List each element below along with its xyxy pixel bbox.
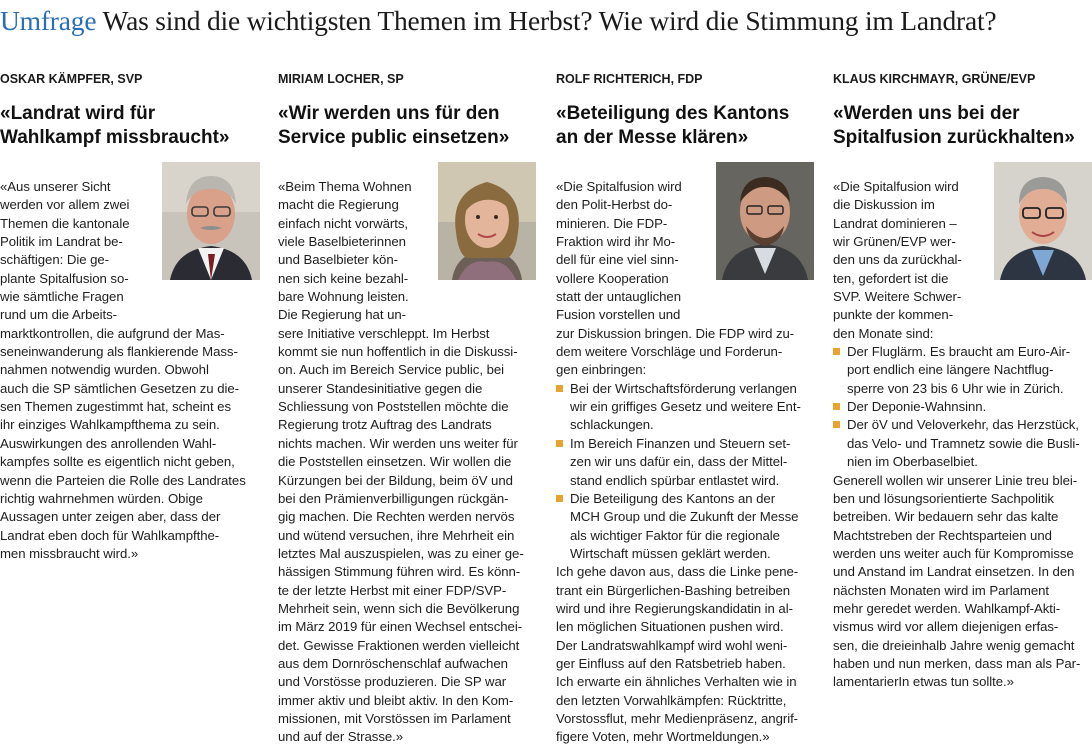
bullet-text: Wirtschaft müssen geklärt werden. — [570, 545, 771, 561]
bullet-text: das Velo- und Tramnetz sowie die Busli- — [847, 435, 1080, 451]
author-name: ROLF RICHTERICH, FDP — [556, 72, 703, 86]
quote-line: «Landrat wird für — [0, 103, 156, 124]
body-line: und auf der Strasse.» — [278, 729, 404, 745]
body-line: immer aktiv und bleibt aktiv. In den Kom- — [278, 692, 514, 708]
body-line: ihr einziges Wahlkampfthema zu sein. — [0, 417, 220, 433]
bullet-line — [556, 416, 818, 434]
body-line: hässigen Stimmung führen wird. Es könn- — [278, 564, 521, 580]
body-line: figere Voten, mehr Wortmeldungen.» — [556, 729, 770, 745]
body-line: vollere Kooperation — [556, 270, 669, 286]
bullet-line — [556, 508, 818, 526]
quote-line: an der Messe klären» — [556, 127, 749, 148]
body-line: wie sämtliche Fragen — [0, 289, 124, 305]
body-line: «Die Spitalfusion wird — [833, 179, 959, 194]
body-line: mehr geredet werden. Wahlkampf-Akti- — [833, 600, 1061, 616]
body-outro — [833, 472, 1092, 692]
body-line: sere Initiative verschleppt. Im Herbst — [278, 325, 490, 341]
bullet-line — [556, 435, 818, 453]
body-line: rund um die Arbeits- — [0, 307, 118, 323]
bullet-line — [556, 398, 818, 416]
body-line: Der Landratswahlkampf wird wohl weni- — [556, 637, 788, 653]
body-line: macht die Regierung — [278, 197, 399, 213]
body-line: statt der untauglichen — [556, 289, 681, 305]
body-line: dem weitere Vorschläge und Forderun- — [556, 344, 783, 360]
bullet-item — [833, 398, 1092, 416]
body-line: dell für eine viel sinn- — [556, 252, 679, 268]
bullet-text: wir ein griffiges Gesetz und weitere Ent- — [570, 399, 801, 415]
body-line: ger Einfluss auf den Ratsbetrieb haben. — [556, 655, 786, 671]
quote-line: «Wir werden uns für den — [278, 103, 500, 124]
portrait-richterich-image — [716, 162, 814, 280]
bullet-text: Die Beteiligung des Kantons an der — [570, 490, 776, 506]
body-line: und Vorstösse produzieren. Die SP war — [278, 674, 507, 690]
body-line: aus dem Dornröschenschlaf aufwachen — [278, 655, 508, 671]
body-line: wir Grünen/EVP wer- — [833, 234, 956, 250]
body-line: betreiben. Wir bedauern sehr das kalte — [833, 509, 1059, 525]
body-line: nahmen notwendig wurden. Obwohl — [0, 362, 209, 378]
body-line: missionen, mit Vorstössen im Parlament — [278, 710, 511, 726]
body-line: zur Diskussion bringen. Die FDP wird zu- — [556, 325, 795, 341]
bullet-line — [833, 416, 1092, 434]
bullet-line — [556, 453, 818, 471]
author-name: OSKAR KÄMPFER, SVP — [0, 72, 143, 86]
bullet-item — [833, 343, 1092, 398]
body-line: trant ein Bürgerlichen-Bashing betreiben — [556, 582, 791, 598]
body-line: ten, gefordert ist die — [833, 270, 949, 286]
bullet-line — [833, 380, 1092, 398]
body-line: Ich erwarte ein ähnliches Verhalten wie in — [556, 674, 797, 690]
headline-kicker: Umfrage — [0, 5, 97, 36]
body-line: und Baselbieter kön- — [278, 252, 398, 268]
body-line: unserer Standesinitiative gegen die — [278, 380, 483, 396]
bullet-text: Der Fluglärm. Es braucht am Euro-Air- — [847, 344, 1071, 360]
body-line: «Beim Thema Wohnen — [278, 179, 412, 194]
quote-line: Wahlkampf missbraucht» — [0, 127, 230, 148]
body-line: Themen die kantonale — [0, 215, 130, 231]
headline-title: Was sind die wichtigsten Themen im Herbst? Wie wird die Stimmung im Landrat? — [102, 5, 997, 36]
body-line: nen sich keine bezahl- — [278, 270, 409, 286]
portrait-locher-image — [438, 162, 536, 280]
body-line: kommt sie nun hoffentlich in die Diskussi- — [278, 344, 518, 360]
bullet-line — [833, 343, 1092, 361]
body-line: on. Auch im Bereich Service public, bei — [278, 362, 505, 378]
body-line: Generell wollen wir unserer Linie treu blei- — [833, 472, 1078, 488]
bullet-list — [556, 380, 818, 563]
body-line: Auswirkungen des anrollenden Wahl- — [0, 435, 217, 451]
body-line: kampfes sollte es eigentlich nicht geben, — [0, 454, 235, 470]
body-line: sen Themen zugestimmt hat, scheint es — [0, 399, 231, 415]
body-line: Kürzungen bei der Bildung, beim öV und — [278, 472, 513, 488]
body-line: den uns da zurückhal- — [833, 252, 962, 268]
body-line: bei den Prämienverbilligungen rückgän- — [278, 490, 509, 506]
quote-line: «Werden uns bei der — [833, 103, 1020, 124]
bullet-text: schlackungen. — [570, 417, 654, 433]
bullet-item — [556, 435, 818, 490]
author-name: KLAUS KIRCHMAYR, GRÜNE/EVP — [833, 72, 1036, 86]
body-line: «Die Spitalfusion wird — [556, 179, 682, 194]
body-line: marktkontrollen, die aufgrund der Mas- — [0, 325, 225, 341]
body-line: wird und ihre Regierungskandidatin in al- — [556, 600, 793, 616]
bullet-line — [833, 398, 1092, 416]
body-line: den letzten Vorwahlkämpfen: Rücktritte, — [556, 692, 787, 708]
bullet-line — [556, 380, 818, 398]
body-line: Schliessung von Poststellen möchte die — [278, 399, 509, 415]
body-line: die Diskussion im — [833, 197, 935, 213]
bullet-line — [556, 472, 818, 490]
bullet-text: Bei der Wirtschaftsförderung verlangen — [570, 380, 797, 396]
square-bullet-icon — [833, 348, 840, 355]
body-line: len möglichen Situationen pushen wird. — [556, 619, 784, 635]
body-line: Landrat eben doch für Wahlkampfthe- — [0, 527, 220, 543]
bullet-line — [833, 453, 1092, 471]
column-kaempfer — [0, 70, 262, 708]
bullet-line — [556, 545, 818, 563]
bullet-text: Der öV und Veloverkehr, das Herzstück, — [847, 417, 1079, 433]
body-line: «Aus unserer Sicht — [0, 179, 111, 194]
author-name: MIRIAM LOCHER, SP — [278, 72, 404, 86]
bullet-list — [833, 343, 1092, 471]
body-line: Vorstossflut, mehr Medienpräsenz, angrif- — [556, 710, 799, 726]
quote-line: «Beteiligung des Kantons — [556, 103, 790, 124]
body-line: Ich gehe davon aus, dass die Linke pene- — [556, 564, 799, 580]
portrait-kaempfer-image — [162, 162, 260, 280]
body-line: seneinwanderung als flankierende Mass- — [0, 344, 238, 360]
quote-line: Spitalfusion zurückhalten» — [833, 127, 1075, 148]
square-bullet-icon — [833, 421, 840, 428]
bullet-text: stand endlich spürbar entlastet wird. — [570, 472, 780, 488]
body-line: te der letzte Herbst mit einer FDP/SVP- — [278, 582, 507, 598]
square-bullet-icon — [556, 385, 563, 392]
body-line: schäftigen: Die ge- — [0, 252, 110, 268]
body-line: im März 2019 für einen Wechsel entschei- — [278, 619, 523, 635]
body-line: minieren. Die FDP- — [556, 215, 668, 231]
body-line: einfach nicht vorwärts, — [278, 215, 409, 231]
column-richterich — [556, 70, 818, 745]
body-line: Fraktion wird ihr Mo- — [556, 234, 676, 250]
square-bullet-icon — [556, 495, 563, 502]
body-line: werden vor allem zwei — [0, 197, 130, 213]
body-line: gen einbringen: — [556, 362, 647, 378]
body-line: werden uns weiter auch für Kompromisse — [833, 545, 1074, 561]
body-line: Mehrheit sein, wenn sich die Bevölkerung — [278, 600, 520, 616]
body-line: und wütend versuchen, ihre Mehrheit ein — [278, 527, 515, 543]
body-line: die Poststellen einsetzen. Wir wollen die — [278, 454, 512, 470]
body-line: nichts machen. Wir werden uns weiter für — [278, 435, 518, 451]
portrait-photo — [716, 162, 814, 280]
column-kirchmayr — [833, 70, 1092, 708]
bullet-line — [833, 435, 1092, 453]
bullet-line — [556, 527, 818, 545]
bullet-item — [556, 490, 818, 563]
bullet-line — [556, 490, 818, 508]
body-line: viele Baselbieterinnen — [278, 234, 406, 250]
body-line: bare Wohnung leisten. — [278, 289, 409, 305]
body-line: Landrat dominieren – — [833, 215, 957, 231]
bullet-text: als wichtiger Faktor für die regionale — [570, 527, 780, 543]
portrait-photo — [162, 162, 260, 280]
bullet-text: zen wir uns dafür ein, dass der Mittel- — [570, 454, 788, 470]
quote-line: Service public einsetzen» — [278, 127, 510, 148]
body-line: und Anstand im Landrat einsetzen. In den — [833, 564, 1075, 580]
body-line: gig machen. Die Rechten werden nervös — [278, 509, 515, 525]
body-line: SVP. Weitere Schwer- — [833, 289, 962, 305]
body-line: Aussagen unter zeigen aber, dass der — [0, 509, 221, 525]
body-line: auch die SP sämtlichen Gesetzen zu die- — [0, 380, 239, 396]
body-outro — [556, 563, 818, 746]
body-line: Regierung trotz Auftrag des Landrats — [278, 417, 492, 433]
body-line: men missbraucht wird.» — [0, 545, 139, 561]
body-line: lamentarierIn etwas tun sollte.» — [833, 674, 1014, 690]
body-line: letztes Mal auszuspielen, was zu einer ge- — [278, 545, 524, 561]
square-bullet-icon — [833, 403, 840, 410]
bullet-text: MCH Group und die Zukunft der Messe — [570, 509, 799, 525]
body-line: Politik im Landrat be- — [0, 234, 123, 250]
body-line: punkte der kommen- — [833, 307, 954, 323]
bullet-text: sperre von 23 bis 6 Uhr wie in Zürich. — [847, 380, 1064, 396]
portrait-kirchmayr-image — [994, 162, 1092, 280]
body-line: richtig wahrnehmen würden. Obige — [0, 490, 203, 506]
portrait-photo — [994, 162, 1092, 280]
body-line: Die Regierung hat un- — [278, 307, 406, 323]
bullet-text: port endlich eine längere Nachtflug- — [847, 362, 1054, 378]
bullet-text: Im Bereich Finanzen und Steuern set- — [570, 435, 791, 451]
bullet-text: nien im Oberbaselbiet. — [847, 454, 978, 470]
body-line: plante Spitalfusion so- — [0, 270, 129, 286]
body-line: Machtstreben der Rechtsparteien und — [833, 527, 1052, 543]
body-line: den Polit-Herbst do- — [556, 197, 673, 213]
square-bullet-icon — [556, 440, 563, 447]
body-line: sen, die dreieinhalb Jahre wenig gemacht — [833, 637, 1075, 653]
bullet-item — [556, 380, 818, 435]
portrait-photo — [438, 162, 536, 280]
bullet-line — [833, 361, 1092, 379]
body-line: det. Gewisse Fraktionen werden vielleicht — [278, 637, 520, 653]
bullet-text: Der Deponie-Wahnsinn. — [847, 399, 987, 415]
body-line: vismus wird vor allem diejenigen erfas- — [833, 619, 1059, 635]
body-line: Fusion vorstellen und — [556, 307, 681, 323]
body-line: den Monate sind: — [833, 325, 934, 341]
headline — [0, 3, 1092, 43]
body-line: nächsten Monaten wird im Parlament — [833, 582, 1049, 598]
column-locher — [278, 70, 540, 745]
body-line: ben und lösungsorientierte Sachpolitik — [833, 490, 1054, 506]
bullet-item — [833, 416, 1092, 471]
body-line: wenn die Parteien die Rolle des Landrates — [0, 472, 246, 488]
body-line: haben und nun merken, dass man als Par- — [833, 655, 1081, 671]
